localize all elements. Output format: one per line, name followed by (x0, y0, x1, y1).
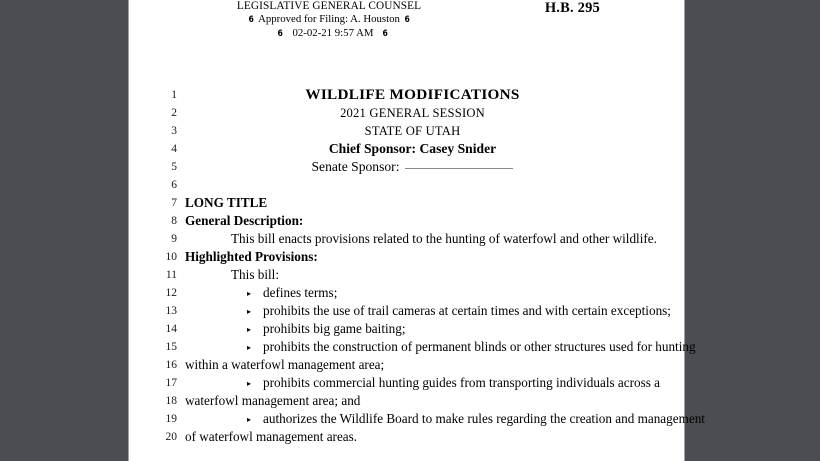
state-label: STATE OF UTAH (364, 124, 461, 138)
line-number: 5 (171, 161, 177, 173)
general-description-heading: General Description: (185, 213, 304, 228)
legislative-counsel-block (129, 0, 529, 41)
provision-continuation: waterfowl management area; and (185, 393, 361, 408)
provision-continuation: of waterfowl management areas. (185, 429, 358, 444)
scroll-mark-icon: 6 (382, 29, 389, 39)
triangle-bullet-icon: ▸ (247, 378, 252, 388)
document-line (129, 194, 686, 212)
line-number: 15 (165, 341, 177, 353)
document-line (129, 104, 686, 122)
provision-continuation: within a waterfowl management area; (185, 357, 385, 372)
document-page (128, 0, 705, 461)
filing-timestamp-line (129, 27, 529, 41)
provision-bullet-item (185, 338, 696, 357)
triangle-bullet-icon: ▸ (247, 306, 252, 316)
line-number: 2 (171, 107, 177, 119)
scroll-mark-icon: 6 (404, 15, 410, 25)
line-number: 12 (165, 287, 177, 299)
provision-text: prohibits the use of trail cameras at certain times and with certain exceptions; (263, 303, 671, 318)
triangle-bullet-icon: ▸ (247, 288, 252, 298)
line-number: 14 (165, 323, 177, 335)
document-line (129, 320, 686, 338)
legislative-general-counsel-label: LEGISLATIVE GENERAL COUNSEL (236, 0, 422, 12)
provision-text: defines terms; (263, 285, 338, 300)
line-number: 7 (171, 197, 177, 209)
document-line (129, 356, 686, 374)
document-line (129, 392, 686, 410)
line-number: 17 (165, 377, 177, 389)
document-line (129, 158, 686, 176)
numbered-line-list (129, 86, 705, 446)
line-number: 6 (171, 179, 177, 191)
line-number: 11 (165, 269, 177, 281)
approved-for-filing-line (129, 13, 529, 27)
senate-sponsor-label: Senate Sponsor: (311, 159, 400, 174)
provision-bullet-item (185, 302, 680, 321)
document-line (129, 212, 686, 230)
triangle-bullet-icon: ▸ (247, 324, 252, 334)
provision-bullet-item (185, 284, 680, 303)
general-description-text: This bill enacts provisions related to the hunting of waterfowl and other wildlife. (231, 231, 657, 246)
document-header (129, 0, 684, 49)
senate-sponsor-row (185, 158, 680, 176)
line-number: 9 (171, 233, 177, 245)
line-number: 18 (165, 395, 177, 407)
senate-sponsor-blank[interactable] (405, 168, 513, 169)
line-number: 16 (165, 359, 177, 371)
document-line (129, 374, 686, 392)
provision-text: authorizes the Wildlife Board to make rules regarding the creation and management (263, 411, 705, 426)
line-number: 8 (171, 215, 177, 227)
document-line (129, 284, 686, 302)
document-line (129, 410, 705, 428)
chief-sponsor: Chief Sponsor: Casey Snider (328, 141, 497, 156)
scroll-mark-icon: 6 (277, 29, 284, 39)
provision-bullet-item (185, 374, 680, 393)
line-number: 4 (171, 143, 177, 155)
session-label: 2021 GENERAL SESSION (340, 106, 485, 120)
document-line (129, 140, 686, 158)
provision-bullet-item (185, 410, 705, 429)
document-line (129, 248, 686, 266)
line-number: 1 (171, 89, 177, 101)
provision-text: prohibits the construction of permanent blinds or other structures used for hunting (263, 339, 696, 354)
line-number: 3 (171, 125, 177, 137)
this-bill-text: This bill: (231, 267, 279, 282)
filing-timestamp: 02-02-21 9:57 AM (292, 27, 374, 39)
line-number: 20 (165, 431, 177, 443)
approved-for-filing-text: Approved for Filing: A. Houston (258, 13, 400, 25)
document-line (129, 230, 686, 248)
document-line (129, 122, 686, 140)
document-line (129, 266, 686, 284)
document-title: WILDLIFE MODIFICATIONS (305, 86, 520, 103)
provision-text: prohibits commercial hunting guides from transporting individuals across a (263, 375, 661, 390)
triangle-bullet-icon: ▸ (247, 414, 252, 424)
provision-text: prohibits big game baiting; (263, 321, 406, 336)
scroll-mark-icon: 6 (248, 15, 254, 25)
document-line (129, 338, 696, 356)
provision-bullet-item (185, 320, 680, 339)
highlighted-provisions-heading: Highlighted Provisions: (185, 249, 318, 264)
document-line (129, 176, 686, 194)
line-number: 19 (165, 413, 177, 425)
document-line (129, 86, 686, 104)
triangle-bullet-icon: ▸ (247, 342, 252, 352)
document-line (129, 428, 686, 446)
long-title-heading: LONG TITLE (185, 195, 268, 210)
bill-number: H.B. 295 (544, 0, 600, 16)
document-line (129, 302, 686, 320)
line-number: 13 (165, 305, 177, 317)
line-number: 10 (165, 251, 177, 263)
